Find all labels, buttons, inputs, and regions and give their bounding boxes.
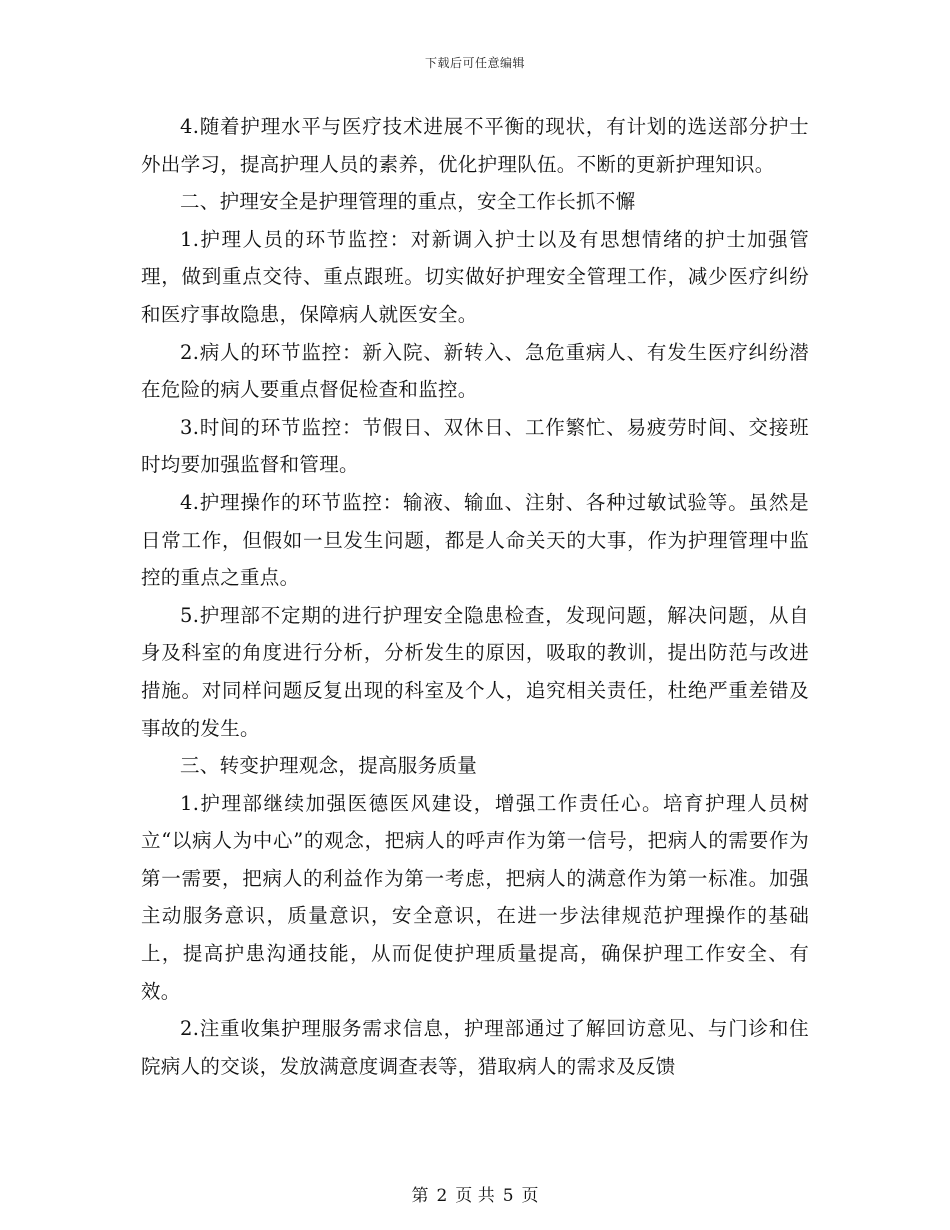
section-heading: 二、护理安全是护理管理的重点，安全工作长抓不懈 — [180, 190, 636, 214]
page-footer — [0, 1181, 950, 1206]
footer-prefix: 第 — [411, 1186, 429, 1206]
document-body — [141, 108, 809, 1085]
total-pages: 5 — [502, 1186, 514, 1206]
paragraph: 3.时间的环节监控：节假日、双休日、工作繁忙、易疲劳时间、交接班时均要加强监督和管理。 — [141, 415, 809, 477]
paragraph: 1.护理部继续加强医德医风建设，增强工作责任心。培育护理人员树立“以病人为中心”的观念，把病人的呼声作为第一信号，把病人的需要作为第一需要，把病人的利益作为第一考虑，把病人的满意作为第一标准。加强主动服务意识，质量意识，安全意识，在进一步法律规范护理操作的基础上，提高护患沟通技能，从而促使护理质量提高，确保护理工作安全、有效。 — [141, 791, 809, 1003]
paragraph: 5.护理部不定期的进行护理安全隐患检查，发现问题，解决问题，从自身及科室的角度进行分析，分析发生的原因，吸取的教训，提出防范与改进措施。对同样问题反复出现的科室及个人，追究相关责任，杜绝严重差错及事故的发生。 — [141, 603, 809, 740]
section-heading: 三、转变护理观念，提高服务质量 — [180, 754, 478, 778]
paragraph: 4.护理操作的环节监控：输液、输血、注射、各种过敏试验等。虽然是日常工作，但假如一旦发生问题，都是人命关天的大事，作为护理管理中监控的重点之重点。 — [141, 490, 809, 590]
paragraph: 2.病人的环节监控：新入院、新转入、急危重病人、有发生医疗纠纷潜在危险的病人要重点督促检查和监控。 — [141, 340, 809, 402]
paragraph: 2.注重收集护理服务需求信息，护理部通过了解回访意见、与门诊和住院病人的交谈，发放满意度调查表等，猎取病人的需求及反馈 — [141, 1017, 809, 1078]
paragraph: 4.随着护理水平与医疗技术进展不平衡的现状，有计划的选送部分护士外出学习，提高护理人员的素养，优化护理队伍。不断的更新护理知识。 — [141, 115, 809, 176]
footer-middle: 页 共 — [455, 1186, 495, 1206]
paragraph: 1.护理人员的环节监控：对新调入护士以及有思想情绪的护士加强管理，做到重点交待、重点跟班。切实做好护理安全管理工作，减少医疗纠纷和医疗事故隐患，保障病人就医安全。 — [141, 227, 809, 326]
page-number: 2 — [436, 1186, 448, 1206]
page-header: 下载后可任意编辑 — [424, 56, 525, 70]
footer-suffix: 页 — [521, 1186, 539, 1206]
